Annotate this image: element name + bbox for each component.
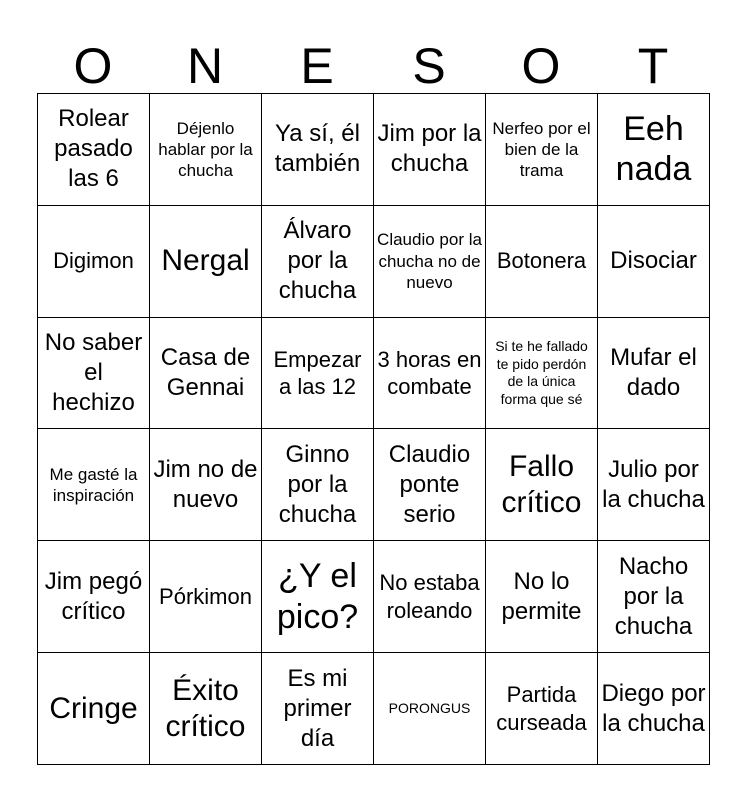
header-letter-2: N (186, 38, 224, 94)
bingo-cell[interactable]: 3 horas en combate (374, 317, 486, 429)
bingo-cell[interactable]: Si te he fallado te pido perdón de la única forma que sé (486, 317, 598, 429)
bingo-cell[interactable]: Nergal (150, 205, 262, 317)
header-letter-6: T (637, 38, 669, 94)
board-row (38, 317, 710, 429)
bingo-cell[interactable]: Botonera (486, 205, 598, 317)
header-letter-4: S (412, 38, 446, 94)
bingo-cell[interactable]: No saber el hechizo (38, 317, 150, 429)
bingo-cell[interactable]: Es mi primer día (262, 653, 374, 765)
bingo-cell[interactable]: Déjenlo hablar por la chucha (150, 94, 262, 206)
bingo-cell[interactable]: Nerfeo por el bien de la trama (486, 94, 598, 206)
bingo-cell[interactable]: Jim pegó crítico (38, 541, 150, 653)
bingo-cell[interactable]: Casa de Gennai (150, 317, 262, 429)
bingo-cell[interactable]: Nacho por la chucha (598, 541, 710, 653)
bingo-cell[interactable]: Disociar (598, 205, 710, 317)
bingo-cell[interactable]: PORONGUS (374, 653, 486, 765)
bingo-cell[interactable]: Éxito crítico (150, 653, 262, 765)
bingo-cell[interactable]: Cringe (38, 653, 150, 765)
bingo-board (37, 93, 710, 765)
bingo-cell[interactable]: Me gasté la inspiración (38, 429, 150, 541)
header-letter-3: E (300, 38, 334, 94)
board-row (38, 429, 710, 541)
bingo-cell[interactable]: No estaba roleando (374, 541, 486, 653)
bingo-cell[interactable]: Diego por la chucha (598, 653, 710, 765)
bingo-cell[interactable]: Fallo crítico (486, 429, 598, 541)
bingo-cell[interactable]: Eeh nada (598, 94, 710, 206)
bingo-cell[interactable]: Mufar el dado (598, 317, 710, 429)
bingo-cell[interactable]: Ginno por la chucha (262, 429, 374, 541)
bingo-cell[interactable]: Álvaro por la chucha (262, 205, 374, 317)
bingo-cell[interactable]: No lo permite (486, 541, 598, 653)
bingo-cell[interactable]: Partida curseada (486, 653, 598, 765)
bingo-cell[interactable]: Pórkimon (150, 541, 262, 653)
board-row (38, 541, 710, 653)
bingo-cell[interactable]: Digimon (38, 205, 150, 317)
bingo-cell[interactable]: Jim por la chucha (374, 94, 486, 206)
bingo-cell[interactable]: Claudio ponte serio (374, 429, 486, 541)
bingo-cell[interactable]: ¿Y el pico? (262, 541, 374, 653)
header-letter-1: O (73, 38, 113, 94)
bingo-cell[interactable]: Rolear pasado las 6 (38, 94, 150, 206)
bingo-cell[interactable]: Empezar a las 12 (262, 317, 374, 429)
bingo-cell[interactable]: Claudio por la chucha no de nuevo (374, 205, 486, 317)
bingo-header (37, 38, 709, 94)
board-row (38, 205, 710, 317)
bingo-cell[interactable]: Jim no de nuevo (150, 429, 262, 541)
bingo-cell[interactable]: Ya sí, él también (262, 94, 374, 206)
board-row (38, 94, 710, 206)
bingo-cell[interactable]: Julio por la chucha (598, 429, 710, 541)
header-letter-5: O (521, 38, 561, 94)
board-row (38, 653, 710, 765)
